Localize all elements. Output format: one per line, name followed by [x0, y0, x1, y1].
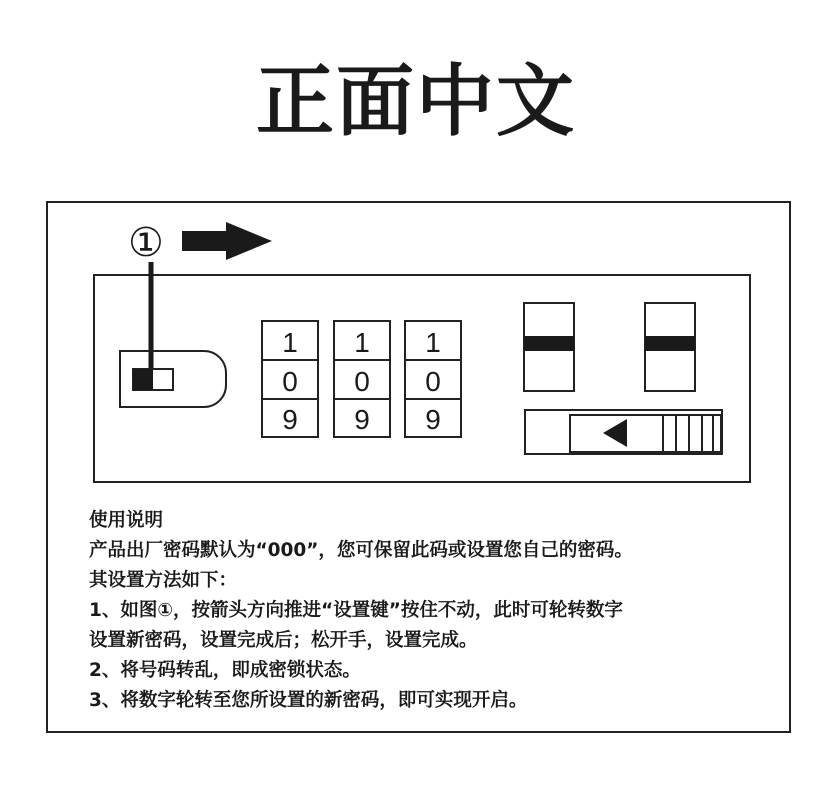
release-slider[interactable]: [525, 410, 722, 454]
dial-digit: 9: [354, 404, 370, 435]
dial-digit: 0: [282, 366, 298, 397]
dial-digit: 9: [282, 404, 298, 435]
instruction-line: 1、如图①，按箭头方向推进“设置键”按住不动，此时可轮转数字: [89, 600, 623, 621]
instruction-line: 产品出厂密码默认为“000”，您可保留此码或设置您自己的密码。: [89, 540, 633, 561]
slide-left-arrow-icon: [603, 419, 627, 447]
instruction-line: 设置新密码，设置完成后；松开手，设置完成。: [89, 630, 478, 651]
latch-slot-right: [645, 303, 695, 391]
step-marker: ①: [128, 220, 164, 266]
dial-digit: 0: [354, 366, 370, 397]
instructions: [89, 506, 779, 716]
dial-wheel-1[interactable]: [262, 321, 318, 437]
dial-digit: 1: [354, 327, 370, 358]
dial-digit: 9: [425, 404, 441, 435]
instructions-heading: 使用说明: [89, 510, 164, 531]
instruction-line: 其设置方法如下：: [89, 570, 238, 591]
instruction-line: 3、将数字轮转至您所设置的新密码，即可实现开启。: [89, 690, 528, 711]
dial-digit: 1: [425, 327, 441, 358]
page-title: 正面中文: [255, 57, 576, 147]
push-direction-arrow-icon: [182, 222, 272, 260]
dial-wheel-3[interactable]: [405, 321, 461, 437]
dial-digit: 1: [282, 327, 298, 358]
latch-slot-left: [524, 303, 574, 391]
dial-digit: 0: [425, 366, 441, 397]
instruction-line: 2、将号码转乱，即成密锁状态。: [89, 660, 361, 681]
setting-key[interactable]: [120, 351, 226, 407]
dial-wheel-2[interactable]: [334, 321, 390, 437]
